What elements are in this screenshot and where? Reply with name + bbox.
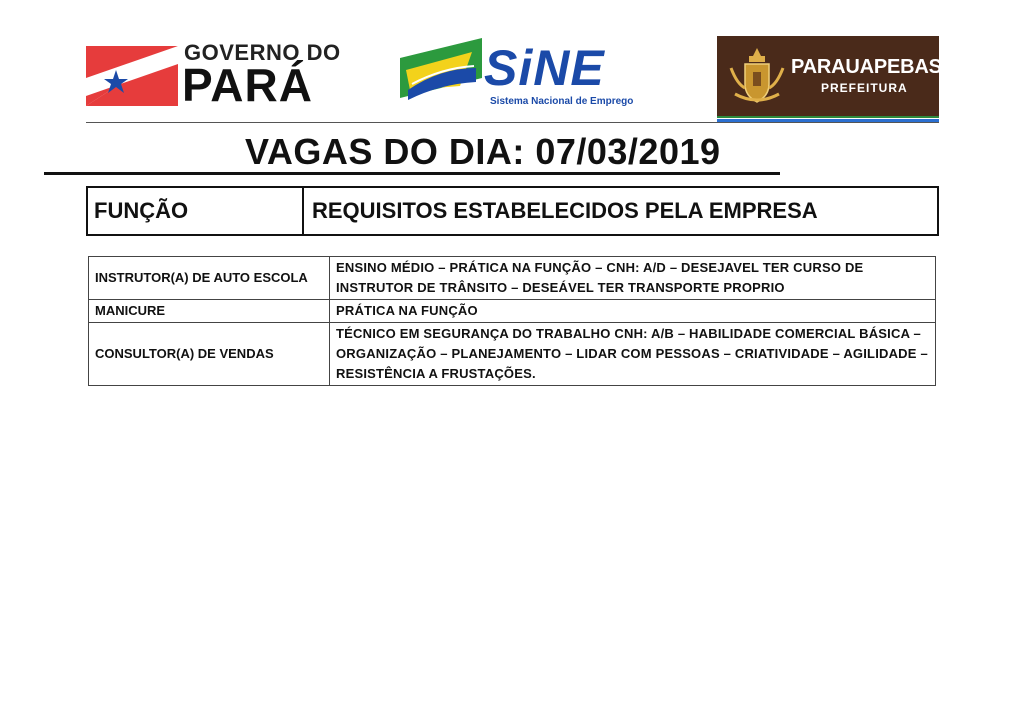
- para-label: PARÁ: [182, 59, 313, 111]
- job-requirements: ENSINO MÉDIO – PRÁTICA NA FUNÇÃO – CNH: A/D – DESEJAVEL TER CURSO DE INSTRUTOR DE TRÂNSITO – DESEÁVEL TER TRANSPORTE PROPRIO: [330, 257, 936, 300]
- city-crest-icon: [727, 44, 787, 108]
- title-underline: [44, 172, 780, 175]
- header-requisitos: REQUISITOS ESTABELECIDOS PELA EMPRESA: [312, 198, 818, 223]
- job-requirements: PRÁTICA NA FUNÇÃO: [330, 300, 936, 323]
- job-title: CONSULTOR(A) DE VENDAS: [89, 323, 330, 386]
- brazil-flag-icon: [400, 38, 482, 108]
- jobs-table: [88, 256, 936, 386]
- job-requirements: TÉCNICO EM SEGURANÇA DO TRABALHO CNH: A/B – HABILIDADE COMERCIAL BÁSICA – ORGANIZAÇÃO – PLANEJAMENTO – LIDAR COM PESSOAS – CRIATIVIDADE – AGILIDADE – RESISTÊNCIA A FRUSTAÇÕES.: [330, 323, 936, 386]
- governo-para-logo: [86, 40, 341, 111]
- city-name: PARAUAPEBAS: [791, 56, 942, 78]
- sine-wordmark: SiNE: [484, 40, 605, 96]
- job-title: MANICURE: [89, 300, 330, 323]
- parauapebas-logo: [717, 36, 942, 116]
- sine-logo: [400, 38, 640, 112]
- governo-label: GOVERNO DO: [184, 40, 341, 65]
- job-title: INSTRUTOR(A) DE AUTO ESCOLA: [89, 257, 330, 300]
- page-title: VAGAS DO DIA: 07/03/2019: [245, 131, 721, 172]
- city-subtitle: PREFEITURA: [821, 81, 908, 95]
- header-funcao: FUNÇÃO: [88, 188, 304, 234]
- column-header-table: [86, 186, 939, 236]
- table-row: [89, 323, 936, 386]
- header-divider: [86, 122, 939, 123]
- sine-subtitle: Sistema Nacional de Emprego: [490, 96, 634, 107]
- table-row: [89, 257, 936, 300]
- para-flag-icon: [86, 46, 178, 106]
- table-row: [89, 300, 936, 323]
